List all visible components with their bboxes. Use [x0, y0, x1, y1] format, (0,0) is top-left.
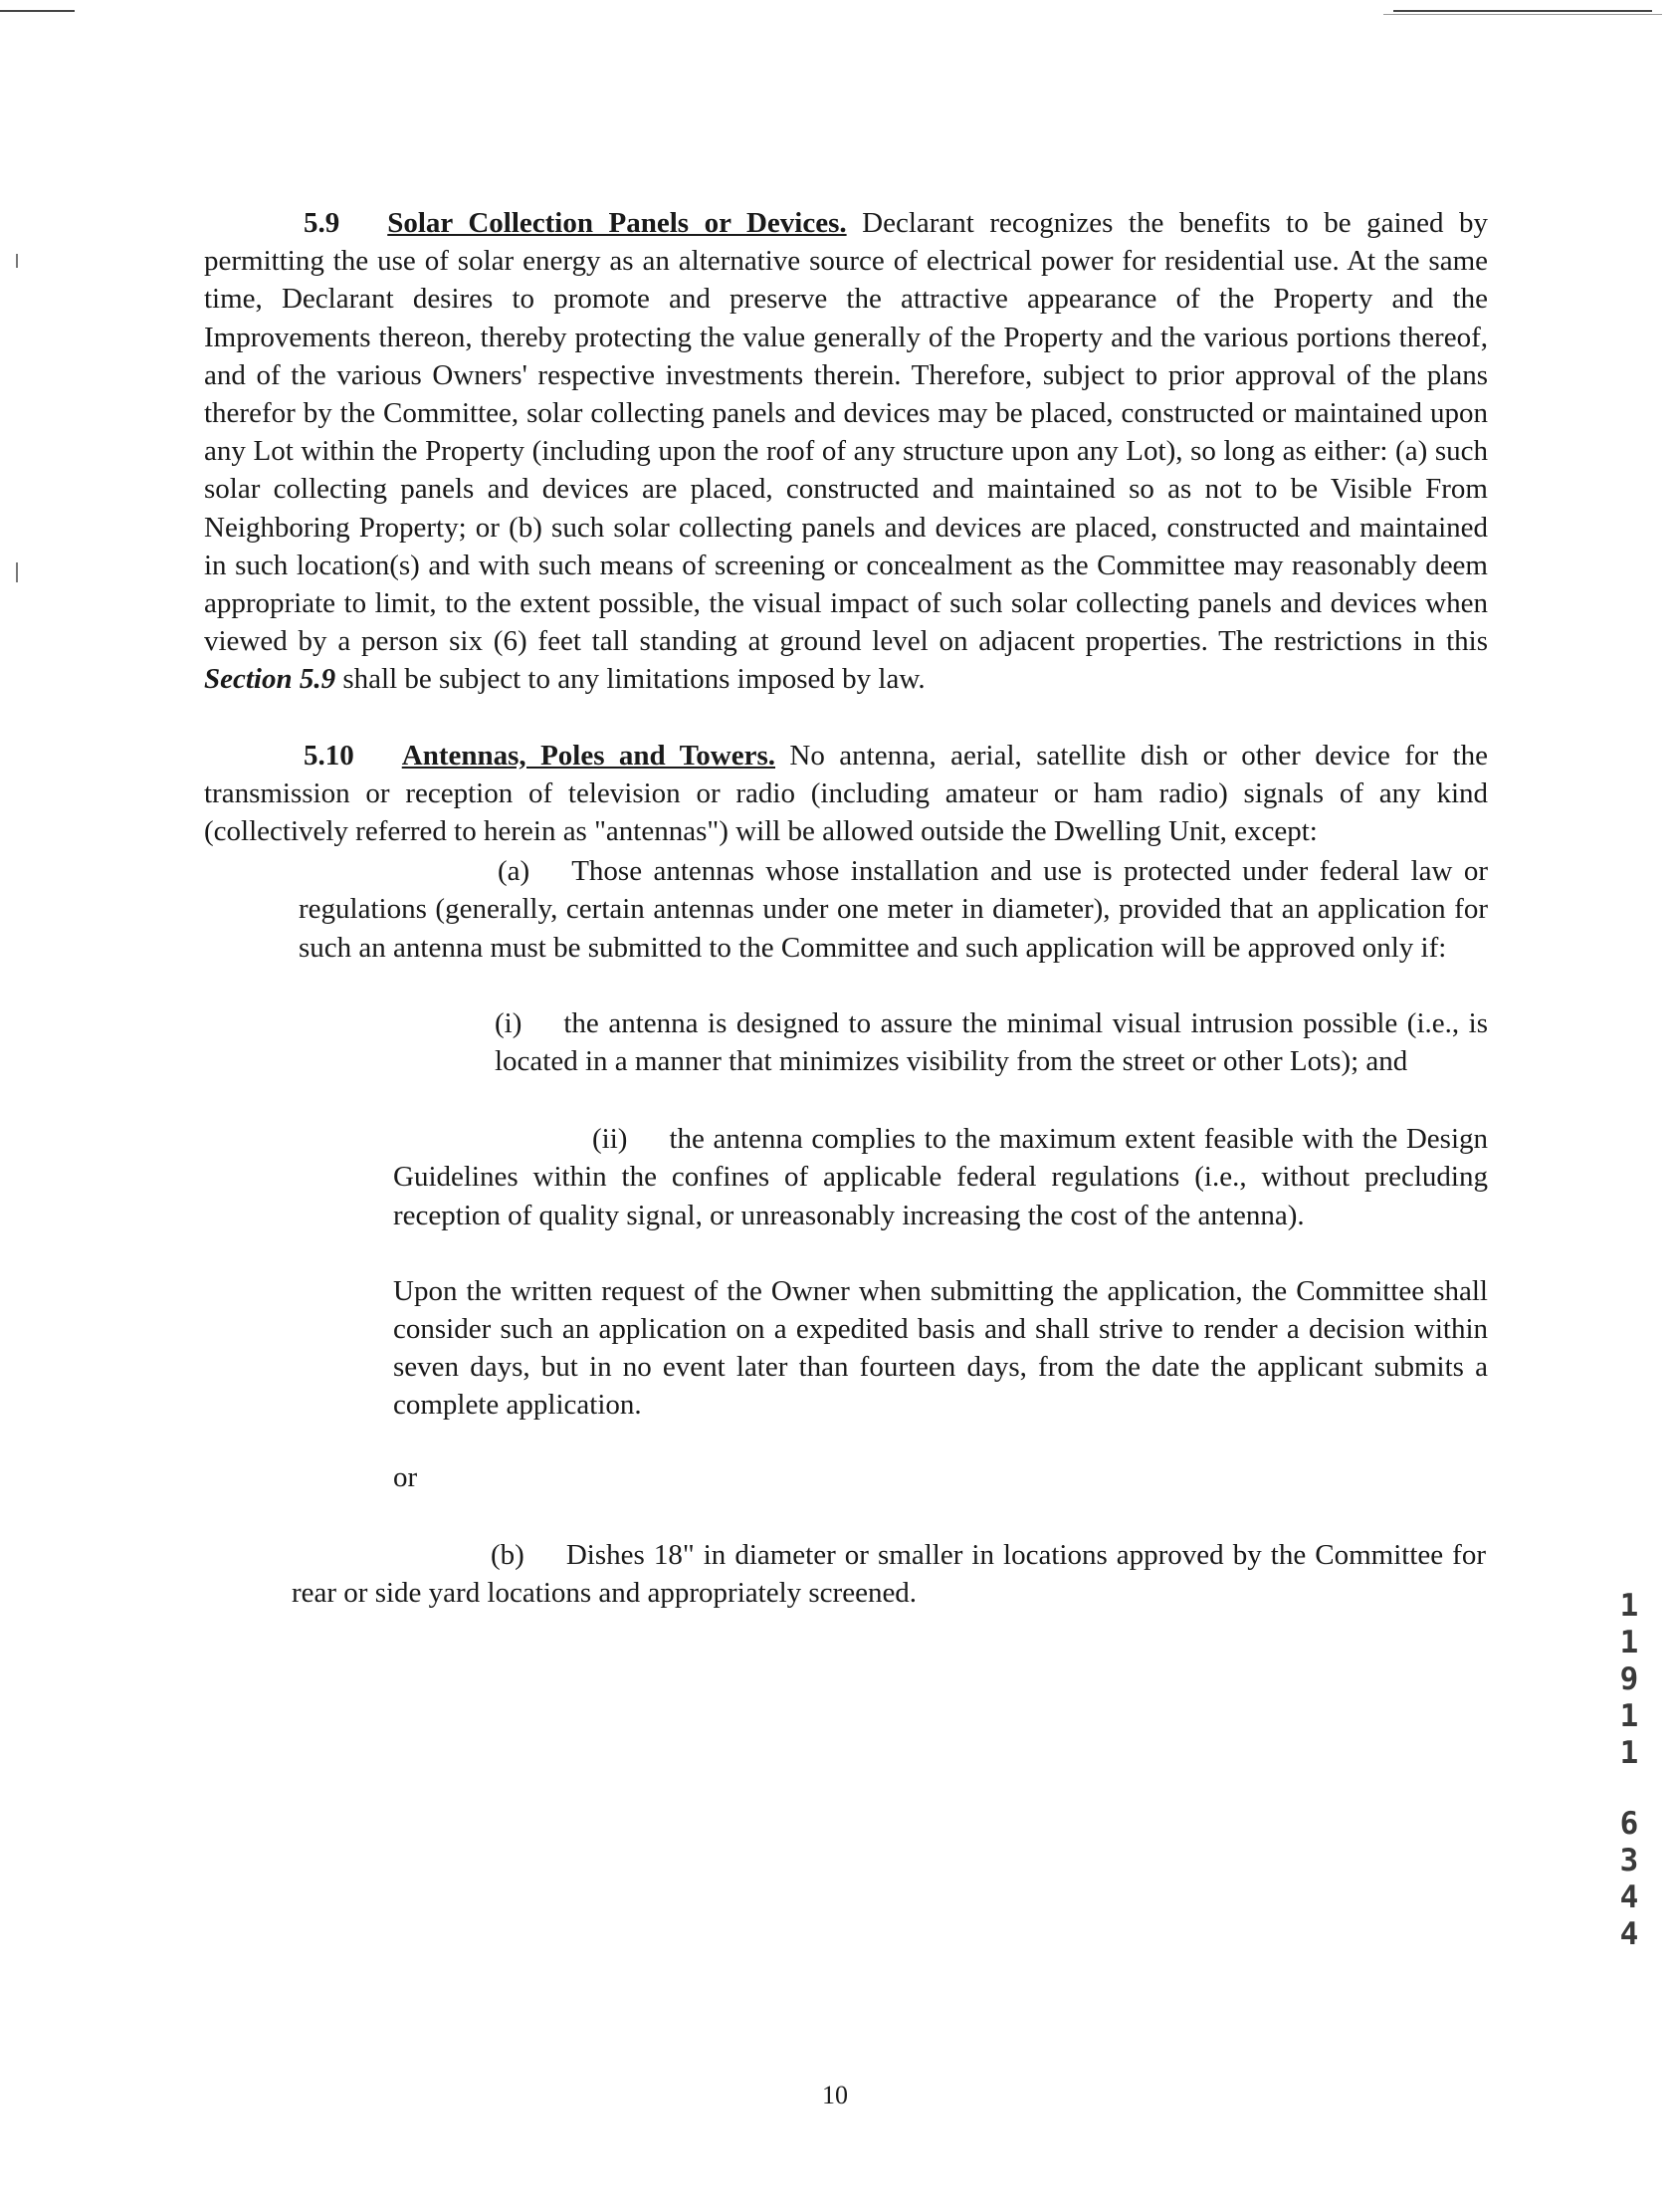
item-label: (i) — [495, 1006, 522, 1039]
section-text: shall be subject to any limitations imposed by law. — [335, 663, 926, 696]
stamp-digit: 1 — [1619, 1625, 1639, 1660]
section-5-10 — [204, 737, 1488, 851]
stamp-digit: 1 — [1619, 1698, 1639, 1734]
stamp-digit: 9 — [1619, 1661, 1639, 1697]
section-heading: Antennas, Poles and Towers. — [401, 739, 775, 772]
scan-margin-mark — [16, 562, 18, 582]
section-5-9 — [204, 204, 1488, 699]
item-label: (a) — [498, 855, 530, 888]
stamp-digit: 4 — [1619, 1916, 1639, 1952]
stamp-digit: 1 — [1619, 1588, 1639, 1624]
document-body — [204, 204, 1488, 1612]
section-number: 5.10 — [304, 739, 354, 772]
item-text: Those antennas whose installation and use is protected under federal law or regulations (generally, certain antennas under one meter in diameter), provided that an application for such an antenna must be submitted to the Committee and such application will be approved only if: — [299, 855, 1488, 964]
scan-artifact-line — [0, 10, 75, 12]
section-number: 5.9 — [304, 207, 340, 239]
section-heading: Solar Collection Panels or Devices. — [387, 207, 847, 239]
subsection-a — [299, 852, 1488, 967]
section-text: Declarant recognizes the benefits to be gained by permitting the use of solar energy as an alternative source of electrical power for residential use. At the same time, Declarant desires to promote and preserve the attractive appearance of the Property and the Improvements thereon, thereby protecting the value generally of the Property and the various portions thereof, and of the various Owners' respective investments therein. Therefore, subject to prior approval of the plans therefor by the Committee, solar collecting panels and devices may be placed, constructed or maintained upon any Lot within the Property (including upon the roof of any structure upon any Lot), so long as either: (a) such solar collecting panels and devices are placed, constructed and maintained so as not to be Visible From Neighboring Property; or (b) such solar collecting panels and devices are placed, constructed and maintained in such location(s) and with such means of screening or concealment as the Committee may reasonably deem appropriate to limit, to the extent possible, the visual impact of such solar collecting panels and devices when viewed by a person six (6) feet tall standing at ground level on adjacent properties. The restrictions in this — [204, 207, 1488, 658]
item-text: the antenna is designed to assure the minimal visual intrusion possible (i.e., is located in a manner that minimizes visibility from the street or other Lots); and — [495, 1006, 1488, 1078]
item-text: the antenna complies to the maximum extent feasible with the Design Guidelines within the confines of applicable federal regulations (i.e., without precluding reception of quality signal, or unreasonably increasing the cost of the antenna). — [393, 1123, 1488, 1231]
expedited-request-paragraph: Upon the written request of the Owner when submitting the application, the Committee shall consider such an application on a expedited basis and shall strive to render a decision within seven days, but in no event later than fourteen days, from the date the applicant submits a complete application. — [393, 1274, 1488, 1422]
stamp-digit: 4 — [1619, 1880, 1639, 1915]
item-label: (b) — [491, 1538, 524, 1571]
page-number: 10 — [822, 2081, 848, 2109]
item-text: Dishes 18" in diameter or smaller in locations approved by the Committee for rear or side yard locations and appropriately screened. — [292, 1538, 1486, 1610]
subsection-b — [292, 1536, 1486, 1612]
section-text: No antenna, aerial, satellite dish or other device for the transmission or reception of television or radio (including amateur or ham radio) signals of any kind (collectively referred to herein as "antennas") will be allowed outside the Dwelling Unit, except: — [204, 739, 1488, 848]
stamp-digit: 3 — [1619, 1843, 1639, 1879]
scan-artifact-line — [1383, 14, 1662, 15]
or-connector: or — [393, 1460, 418, 1493]
subsection-i — [495, 1004, 1488, 1080]
stamp-digit: 1 — [1619, 1735, 1639, 1771]
subsection-ii — [393, 1120, 1488, 1234]
item-label: (ii) — [592, 1123, 628, 1156]
stamp-digit: 6 — [1619, 1806, 1639, 1842]
side-stamp-number — [1612, 1588, 1646, 1953]
scan-artifact-line — [1393, 10, 1652, 12]
scan-margin-mark — [16, 254, 18, 268]
section-reference: Section 5.9 — [204, 663, 336, 696]
